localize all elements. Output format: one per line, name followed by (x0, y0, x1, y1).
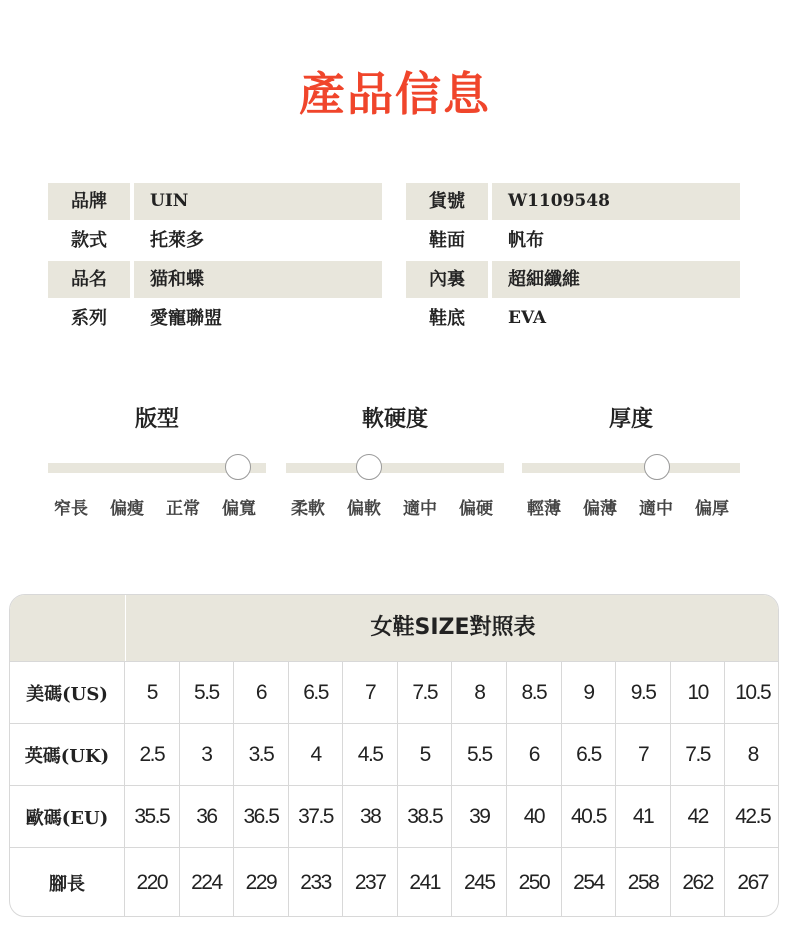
table-cell: 36.5 (234, 786, 289, 848)
size-table-title: 女鞋SIZE對照表 (370, 615, 536, 640)
info-row-brand (48, 183, 382, 220)
info-row-style (48, 222, 382, 259)
scale-label: 偏薄 (583, 499, 617, 519)
info-label: 鞋底 (429, 308, 465, 329)
table-cell: 7 (616, 724, 671, 786)
table-cell: 6 (507, 724, 562, 786)
table-cell: 4 (289, 724, 344, 786)
info-row-sole (406, 300, 740, 337)
info-label: 內裏 (406, 261, 488, 298)
size-table-header (10, 595, 778, 661)
row-header: 美碼(US) (10, 662, 125, 724)
info-value: 托萊多 (150, 230, 204, 251)
table-cell: 6.5 (289, 662, 344, 724)
softness-slider-track (286, 463, 504, 473)
table-cell: 237 (343, 848, 398, 917)
info-row-upper (406, 222, 740, 259)
table-cell: 220 (125, 848, 180, 917)
scale-label: 偏軟 (347, 499, 381, 519)
table-cell: 38.5 (398, 786, 453, 848)
scale-label: 窄長 (54, 499, 88, 519)
info-label: 款式 (71, 230, 107, 251)
table-cell: 7.5 (671, 724, 726, 786)
table-cell: 241 (398, 848, 453, 917)
table-cell: 5.5 (453, 724, 508, 786)
scale-label: 適中 (639, 499, 673, 519)
scale-label: 輕薄 (527, 499, 561, 519)
table-cell: 37.5 (289, 786, 344, 848)
scale-title-softness: 軟硬度 (361, 407, 428, 432)
scale-label: 正常 (166, 499, 200, 519)
table-cell: 258 (616, 848, 671, 917)
info-row-lining (406, 261, 740, 298)
table-row (10, 785, 778, 848)
table-cell: 7 (343, 662, 398, 724)
table-cell: 5.5 (180, 662, 235, 724)
table-cell: 250 (507, 848, 562, 917)
table-cell: 9 (562, 662, 617, 724)
table-cell: 233 (289, 848, 344, 917)
info-value: 愛寵聯盟 (150, 308, 222, 329)
fit-slider-knob (225, 454, 251, 480)
scale-label: 適中 (403, 499, 437, 519)
table-cell: 8 (453, 662, 508, 724)
info-value: 猫和蝶 (134, 261, 382, 298)
table-cell: 2.5 (125, 724, 180, 786)
table-cell: 224 (180, 848, 235, 917)
table-cell: 245 (453, 848, 508, 917)
row-header: 英碼(UK) (10, 724, 125, 786)
scale-label: 偏瘦 (110, 499, 144, 519)
table-cell: 35.5 (125, 786, 180, 848)
info-value: W1109548 (492, 183, 740, 220)
table-cell: 40.5 (562, 786, 617, 848)
table-cell: 8 (747, 743, 758, 766)
info-label: 鞋面 (429, 230, 465, 251)
info-label: 系列 (71, 308, 107, 329)
row-header: 歐碼(EU) (10, 786, 125, 848)
table-cell: 36 (180, 786, 235, 848)
info-value: UIN (134, 183, 382, 220)
table-cell: 41 (616, 786, 671, 848)
info-label: 品牌 (48, 183, 130, 220)
thickness-slider-track (522, 463, 740, 473)
table-cell: 38 (343, 786, 398, 848)
table-cell: 7.5 (398, 662, 453, 724)
scale-label: 柔軟 (291, 499, 325, 519)
table-cell: 267 (737, 871, 768, 894)
scale-label: 偏硬 (459, 499, 493, 519)
table-cell: 3.5 (234, 724, 289, 786)
size-table-corner (10, 595, 126, 661)
table-cell: 5 (125, 662, 180, 724)
table-cell: 229 (234, 848, 289, 917)
scale-title-fit: 版型 (134, 407, 179, 432)
table-cell: 8.5 (507, 662, 562, 724)
table-cell: 5 (398, 724, 453, 786)
table-cell: 42 (671, 786, 726, 848)
table-cell: 4.5 (343, 724, 398, 786)
table-cell: 9.5 (616, 662, 671, 724)
table-row (10, 723, 778, 786)
table-cell: 3 (180, 724, 235, 786)
table-cell: 40 (507, 786, 562, 848)
scale-title-thickness: 厚度 (608, 407, 653, 432)
info-row-item-number (406, 183, 740, 220)
table-cell: 10 (671, 662, 726, 724)
scale-label: 偏寬 (222, 499, 256, 519)
table-row (10, 661, 778, 724)
page-title: 產品信息 (299, 67, 491, 121)
table-row (10, 847, 778, 917)
info-row-product-name (48, 261, 382, 298)
scale-label: 偏厚 (695, 499, 729, 519)
table-cell: 6 (234, 662, 289, 724)
info-label: 品名 (48, 261, 130, 298)
softness-slider-knob (356, 454, 382, 480)
info-value: 超細纖維 (492, 261, 740, 298)
info-value: 帆布 (508, 230, 544, 251)
info-label: 貨號 (406, 183, 488, 220)
table-cell: 42.5 (735, 805, 771, 828)
row-header: 腳長 (10, 848, 125, 917)
thickness-slider-knob (644, 454, 670, 480)
info-row-series (48, 300, 382, 337)
table-cell: 262 (671, 848, 726, 917)
size-chart-table (9, 594, 779, 917)
table-cell: 6.5 (562, 724, 617, 786)
info-value: EVA (508, 308, 547, 328)
table-cell: 254 (562, 848, 617, 917)
table-cell: 10.5 (735, 681, 771, 704)
table-cell: 39 (453, 786, 508, 848)
